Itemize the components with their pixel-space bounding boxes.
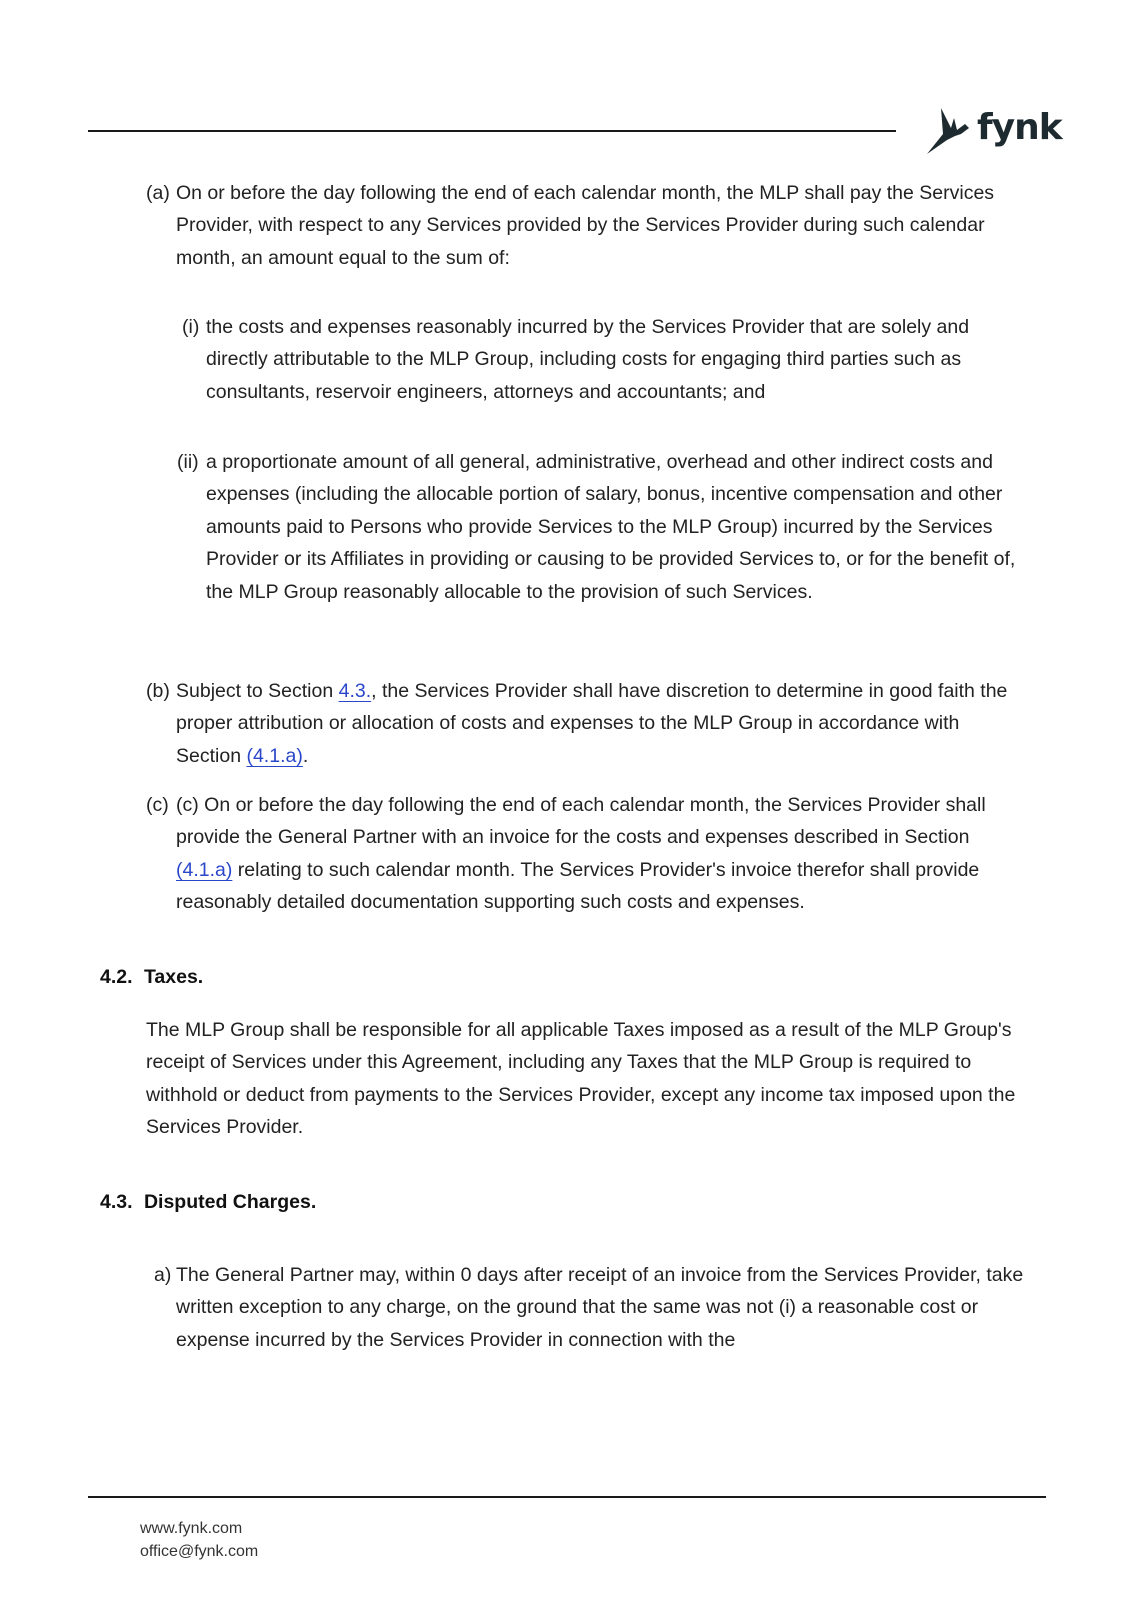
clause-a-text: On or before the day following the end of each calendar month, the MLP shall pay the Services Provider, with respect to any Services provided by the Services Provider during such calendar month, an amount equal to the sum of:	[176, 182, 995, 269]
bird-icon	[921, 104, 973, 156]
footer-rule	[88, 1496, 1046, 1498]
clause-i-text: the costs and expenses reasonably incurred by the Services Provider that are solely and directly attributable to the MLP Group, including costs for engaging third parties such as consultants, reservoir engineers, attorneys and accountants; and	[206, 316, 970, 403]
clause-a-label: (a)	[146, 182, 170, 204]
clause-b	[146, 675, 1026, 772]
clause-ii	[177, 446, 1032, 608]
clause-ii-label: (ii)	[177, 451, 199, 473]
clause-b-label: (b)	[146, 680, 170, 702]
section-4-3-clause-a	[154, 1259, 1026, 1356]
section-4-2-number: 4.2.	[100, 966, 133, 988]
clause-b-text-3: .	[302, 744, 309, 767]
logo	[921, 104, 1062, 160]
header-rule	[88, 130, 896, 132]
clause-c-text-2: relating to such calendar month. The Services Provider's invoice therefor shall provide reasonably detailed documentation supporting such costs and expenses.	[176, 858, 980, 914]
clause-ii-text: a proportionate amount of all general, administrative, overhead and other indirect costs and expenses (including the allocable portion of salary, bonus, incentive compensation and other amounts paid to Persons who provide Services to the MLP Group) incurred by the Services Provider or its Affiliates in providing or causing to be provided Services to, or for the benefit of, the MLP Group reasonably allocable to the provision of such Services.	[206, 451, 1016, 603]
footer-email[interactable]: office@fynk.com	[140, 1543, 259, 1560]
clause-i	[182, 311, 1022, 408]
logo-text: fynk	[977, 107, 1062, 148]
section-4-2-title: Taxes.	[143, 966, 204, 988]
section-4-3-clause-a-text: The General Partner may, within 0 days after receipt of an invoice from the Services Provider, take written exception to any charge, on the ground that the same was not (i) a reasonable cost or expense incurred by the Services Provider in connection with the	[176, 1264, 1024, 1351]
section-4-3-heading	[100, 1186, 316, 1218]
section-4-2-body: The MLP Group shall be responsible for all applicable Taxes imposed as a result of the MLP Group's receipt of Services under this Agreement, including any Taxes that the MLP Group is required to withhold or deduct from payments to the Services Provider, except any income tax imposed upon the Services Provider.	[146, 1019, 1016, 1139]
section-4-1-a-link-c[interactable]: (4.1.a)	[176, 858, 233, 881]
clause-i-label: (i)	[182, 316, 200, 338]
section-4-3-clause-a-label: a)	[154, 1264, 172, 1286]
section-4-1-a-link[interactable]: (4.1.a)	[246, 744, 303, 767]
clause-b-text-1: Subject to Section	[176, 680, 339, 702]
section-4-3-title: Disputed Charges.	[143, 1191, 317, 1213]
clause-a	[146, 177, 1026, 274]
section-4-2-heading	[100, 961, 203, 993]
clause-c-text-1: (c) On or before the day following the end of each calendar month, the Services Provider shall provide the General Partner with an invoice for the costs and expenses described in Section	[176, 794, 986, 849]
section-4-3-number: 4.3.	[100, 1191, 133, 1213]
section-4-3-link[interactable]: 4.3.	[338, 680, 372, 702]
clause-b-text-2: , the Services Provider shall have discretion to determine in good faith the proper attribution or allocation of costs and expenses to the MLP Group in accordance with Section	[176, 680, 1008, 767]
clause-c	[146, 789, 1026, 919]
clause-c-label: (c)	[146, 794, 169, 816]
footer-website[interactable]: www.fynk.com	[140, 1520, 243, 1537]
